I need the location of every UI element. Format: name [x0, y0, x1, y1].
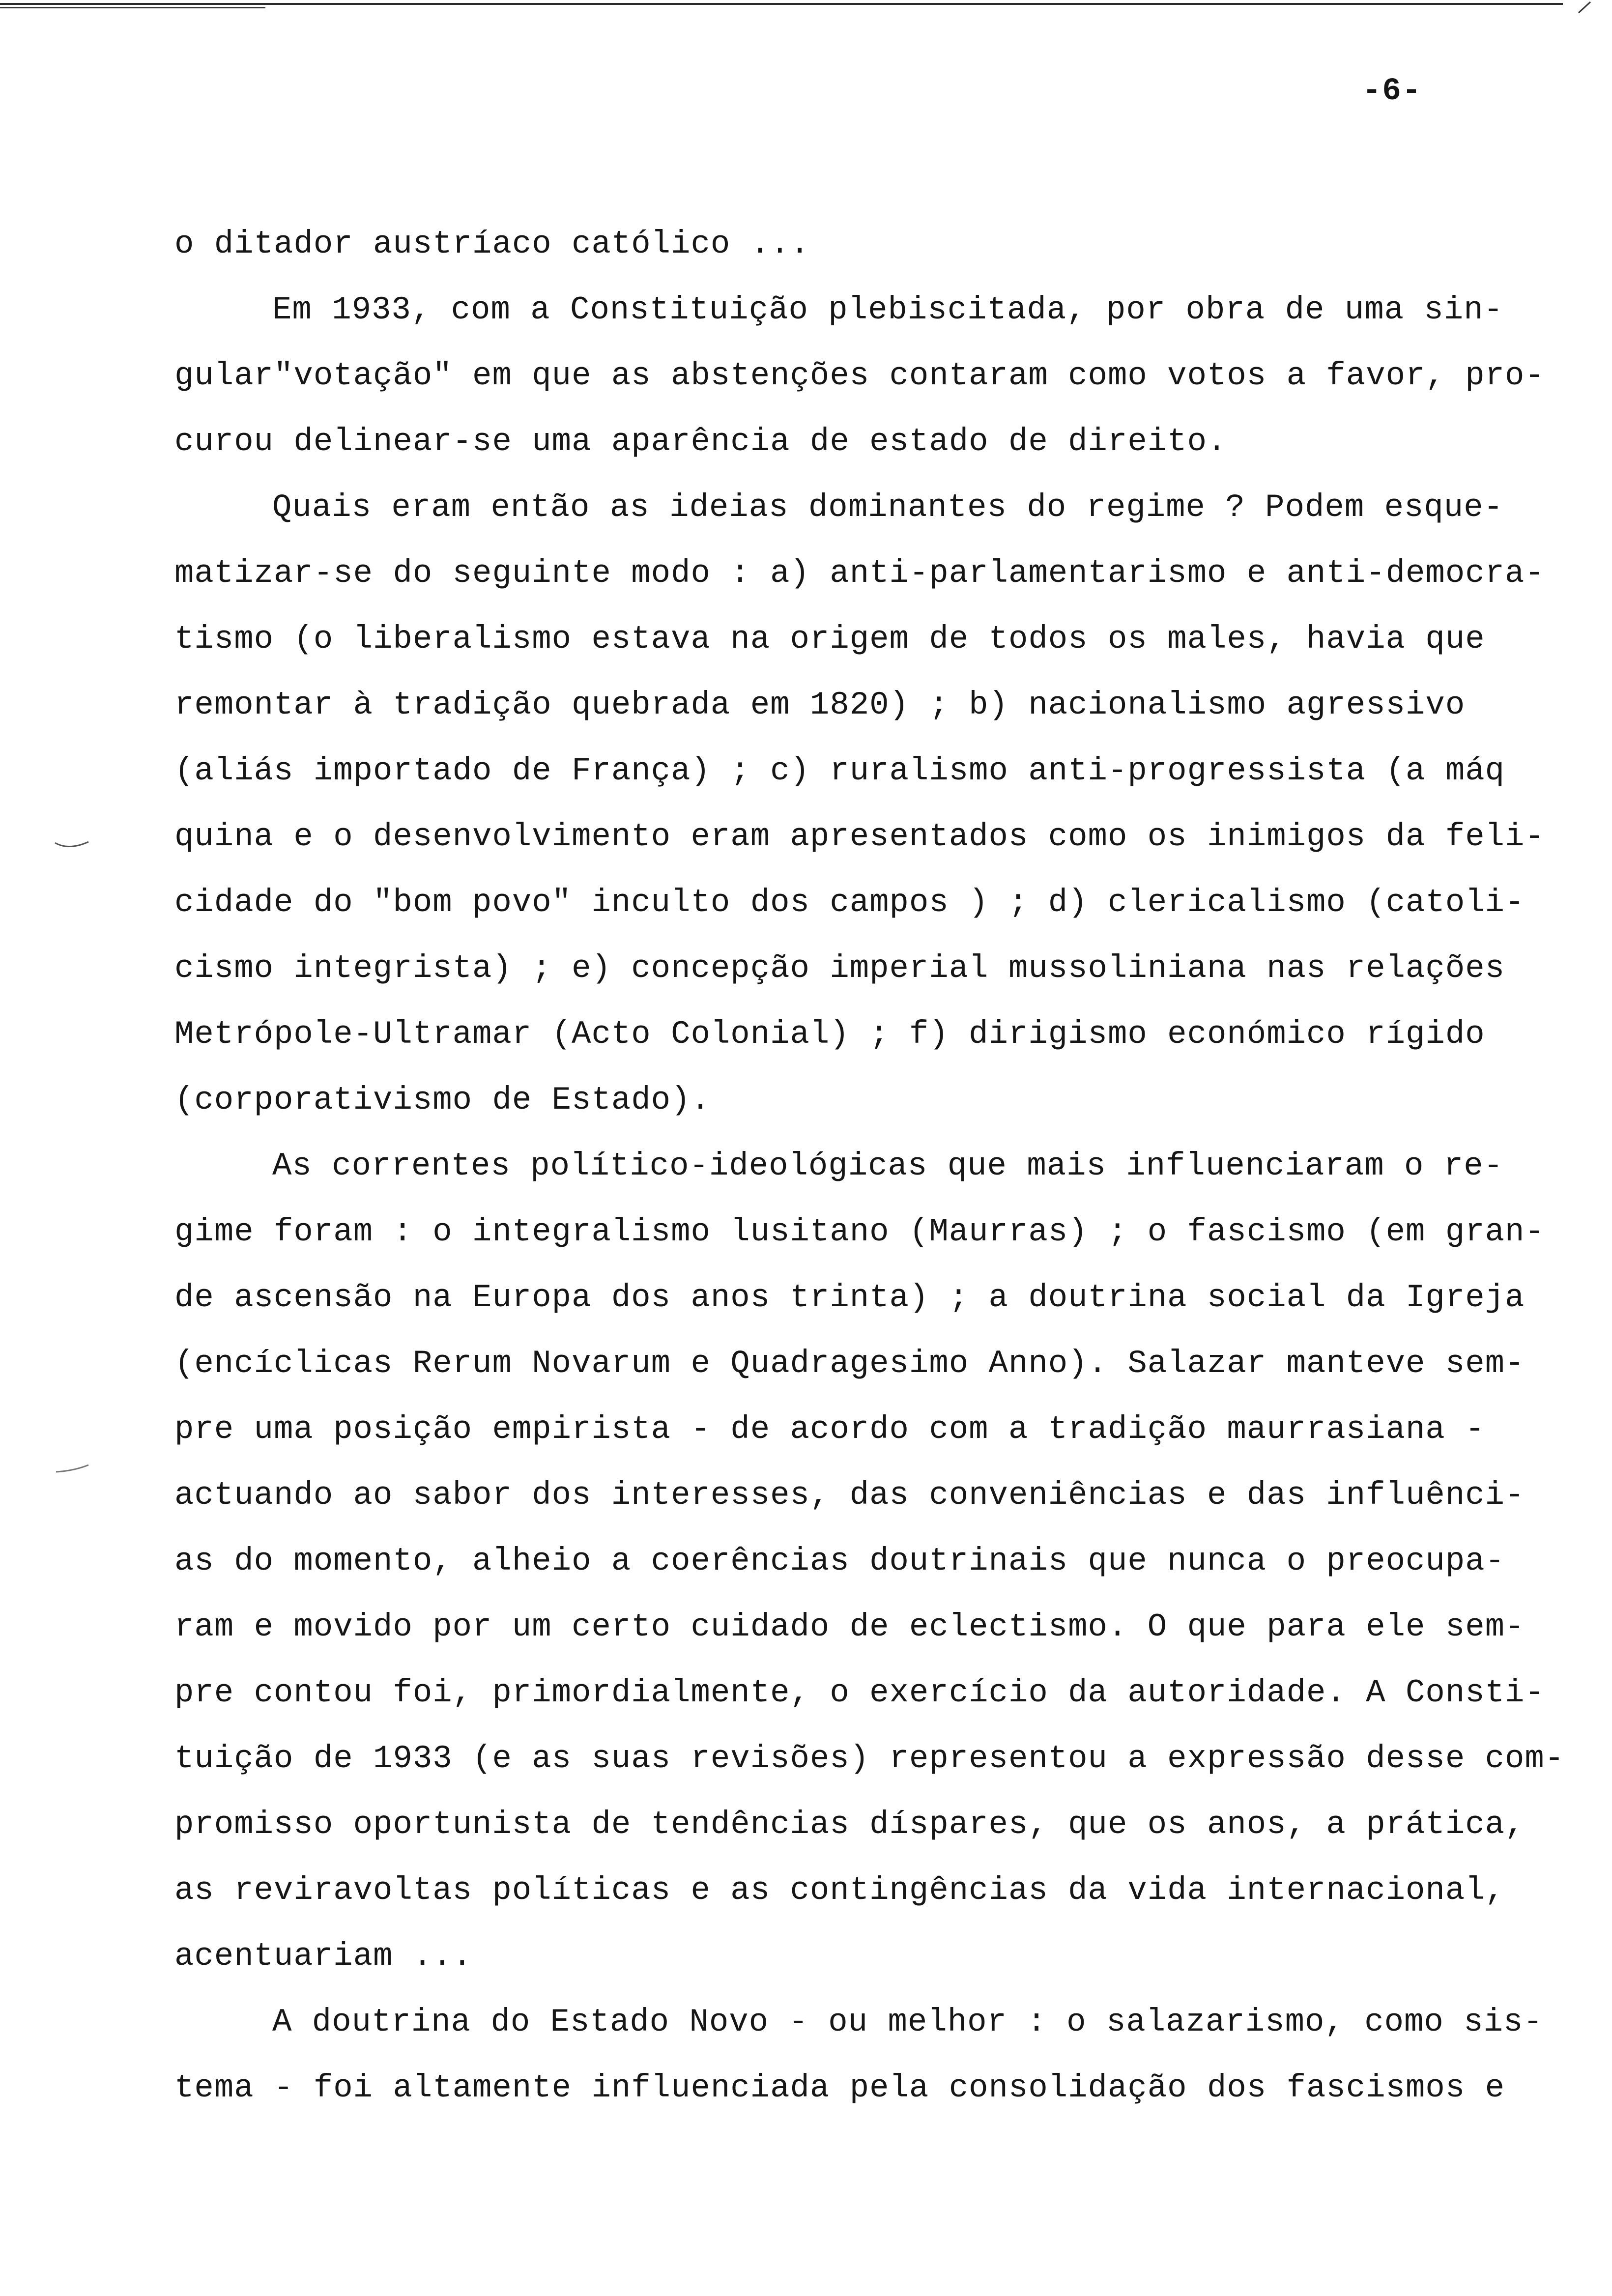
text-line: acentuariam ... — [174, 1938, 473, 1975]
text-line: tuição de 1933 (e as suas revisões) representou a expressão desse com- — [174, 1740, 1565, 1777]
text-line: Em 1933, com a Constituição plebiscitada, por obra de uma sin- — [272, 291, 1504, 328]
text-line: remontar à tradição quebrada em 1820) ; b) nacionalismo agressivo — [174, 687, 1466, 723]
text-line: cidade do "bom povo" inculto dos campos ) ; d) clericalismo (catoli- — [174, 884, 1525, 921]
text-line: actuando ao sabor dos interesses, das conveniências e das influênci- — [174, 1477, 1525, 1514]
text-line: gime foram : o integralismo lusitano (Maurras) ; o fascismo (em gran- — [174, 1213, 1545, 1250]
text-line: as do momento, alheio a coerências doutrinais que nunca o preocupa- — [174, 1543, 1505, 1579]
typed-text-body — [174, 211, 1580, 2121]
text-line: tema - foi altamente influenciada pela consolidação dos fascismos e — [174, 2069, 1505, 2106]
text-line: (encíclicas Rerum Novarum e Quadragesimo Anno). Salazar manteve sem- — [174, 1345, 1525, 1382]
text-line: de ascensão na Europa dos anos trinta) ; a doutrina social da Igreja — [174, 1279, 1525, 1316]
corner-mark — [1578, 0, 1592, 15]
text-line: as reviravoltas políticas e as contingências da vida internacional, — [174, 1872, 1505, 1909]
text-line: gular"votação" em que as abstenções contaram como votos a favor, pro- — [174, 357, 1545, 394]
text-line: o ditador austríaco católico ... — [174, 226, 810, 262]
top-scan-rule-left — [0, 7, 265, 8]
text-line: cismo integrista) ; e) concepção imperial mussoliniana nas relações — [174, 950, 1505, 987]
text-line: quina e o desenvolvimento eram apresentados como os inimigos da feli- — [174, 818, 1545, 855]
text-line: curou delinear-se uma aparência de estado de direito. — [174, 423, 1227, 460]
text-line: A doutrina do Estado Novo - ou melhor : o salazarismo, como sis- — [272, 2004, 1543, 2040]
text-line: matizar-se do seguinte modo : a) anti-parlamentarismo e anti-democra- — [174, 555, 1545, 592]
text-line: pre contou foi, primordialmente, o exercício da autoridade. A Consti- — [174, 1674, 1545, 1711]
text-line: Quais eram então as ideias dominantes do regime ? Podem esque- — [272, 489, 1504, 526]
text-line: promisso oportunista de tendências díspares, que os anos, a prática, — [174, 1806, 1525, 1843]
text-line: (aliás importado de França) ; c) ruralismo anti-progressista (a máq — [174, 752, 1505, 789]
text-line: tismo (o liberalismo estava na origem de todos os males, havia que — [174, 621, 1485, 658]
margin-mark — [54, 838, 93, 853]
top-scan-rule — [0, 3, 1563, 5]
text-line: Metrópole-Ultramar (Acto Colonial) ; f) dirigismo económico rígido — [174, 1016, 1485, 1053]
text-line: As correntes político-ideológicas que mais influenciaram o re- — [272, 1148, 1504, 1184]
text-line: ram e movido por um certo cuidado de eclectismo. O que para ele sem- — [174, 1608, 1525, 1645]
margin-mark — [54, 1462, 93, 1477]
text-line: (corporativismo de Estado). — [174, 1082, 711, 1119]
text-line: pre uma posição empirista - de acordo com a tradição maurrasiana - — [174, 1411, 1485, 1448]
page-number: -6- — [1362, 74, 1422, 109]
